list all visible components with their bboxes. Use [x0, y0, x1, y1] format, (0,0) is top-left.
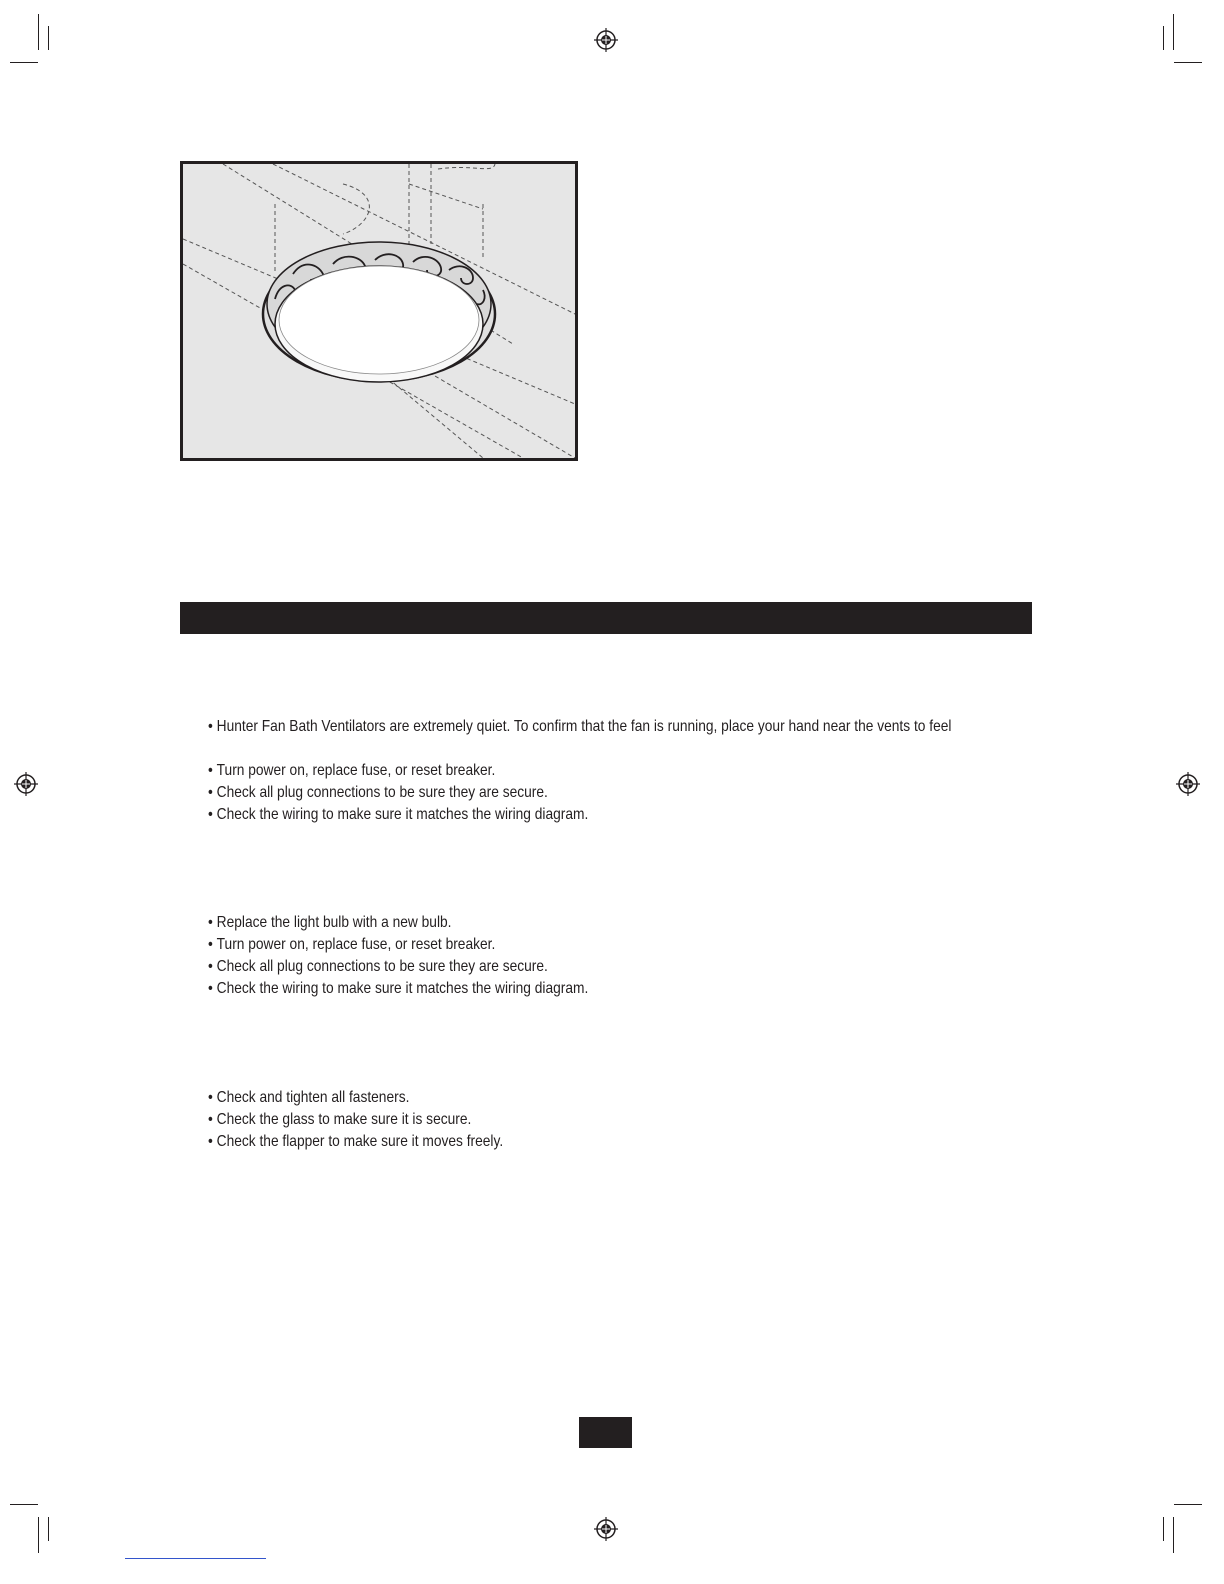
- list-item: • Check and tighten all fasteners.: [208, 1087, 503, 1109]
- link-underline: [125, 1558, 266, 1559]
- crop-mark: [1174, 62, 1202, 63]
- troubleshooting-power-list: [208, 760, 650, 826]
- registration-mark-icon: [594, 28, 618, 52]
- registration-mark-icon: [14, 772, 38, 796]
- list-item: • Check all plug connections to be sure they are secure.: [208, 956, 588, 978]
- list-item: • Turn power on, replace fuse, or reset breaker.: [208, 934, 588, 956]
- page-number-box: [579, 1417, 632, 1448]
- registration-mark-icon: [594, 1517, 618, 1541]
- crop-mark: [1163, 26, 1164, 50]
- crop-mark: [38, 14, 39, 50]
- troubleshooting-noise-list: [208, 1087, 551, 1153]
- list-item: • Check all plug connections to be sure they are secure.: [208, 782, 588, 804]
- crop-mark: [1173, 1517, 1174, 1553]
- registration-mark-icon: [1176, 772, 1200, 796]
- list-item: • Replace the light bulb with a new bulb.: [208, 912, 588, 934]
- crop-mark: [38, 1517, 39, 1553]
- crop-mark: [10, 1504, 38, 1505]
- crop-mark: [1173, 14, 1174, 50]
- troubleshooting-light-list: [208, 912, 650, 1000]
- list-item: • Check the wiring to make sure it matches the wiring diagram.: [208, 804, 588, 826]
- crop-mark: [1163, 1517, 1164, 1541]
- crop-mark: [10, 62, 38, 63]
- list-item: • Check the glass to make sure it is secure.: [208, 1109, 503, 1131]
- fixture-illustration: [180, 161, 578, 461]
- list-item: • Check the flapper to make sure it moves freely.: [208, 1131, 503, 1153]
- list-item: • Hunter Fan Bath Ventilators are extremely quiet. To confirm that the fan is running, place your hand near the vents to feel: [208, 716, 951, 738]
- troubleshooting-fan-list: [208, 716, 1072, 738]
- crop-mark: [48, 1517, 49, 1541]
- list-item: • Turn power on, replace fuse, or reset breaker.: [208, 760, 588, 782]
- crop-mark: [1174, 1504, 1202, 1505]
- list-item: • Check the wiring to make sure it matches the wiring diagram.: [208, 978, 588, 1000]
- crop-mark: [48, 26, 49, 50]
- section-header-bar: [180, 602, 1032, 634]
